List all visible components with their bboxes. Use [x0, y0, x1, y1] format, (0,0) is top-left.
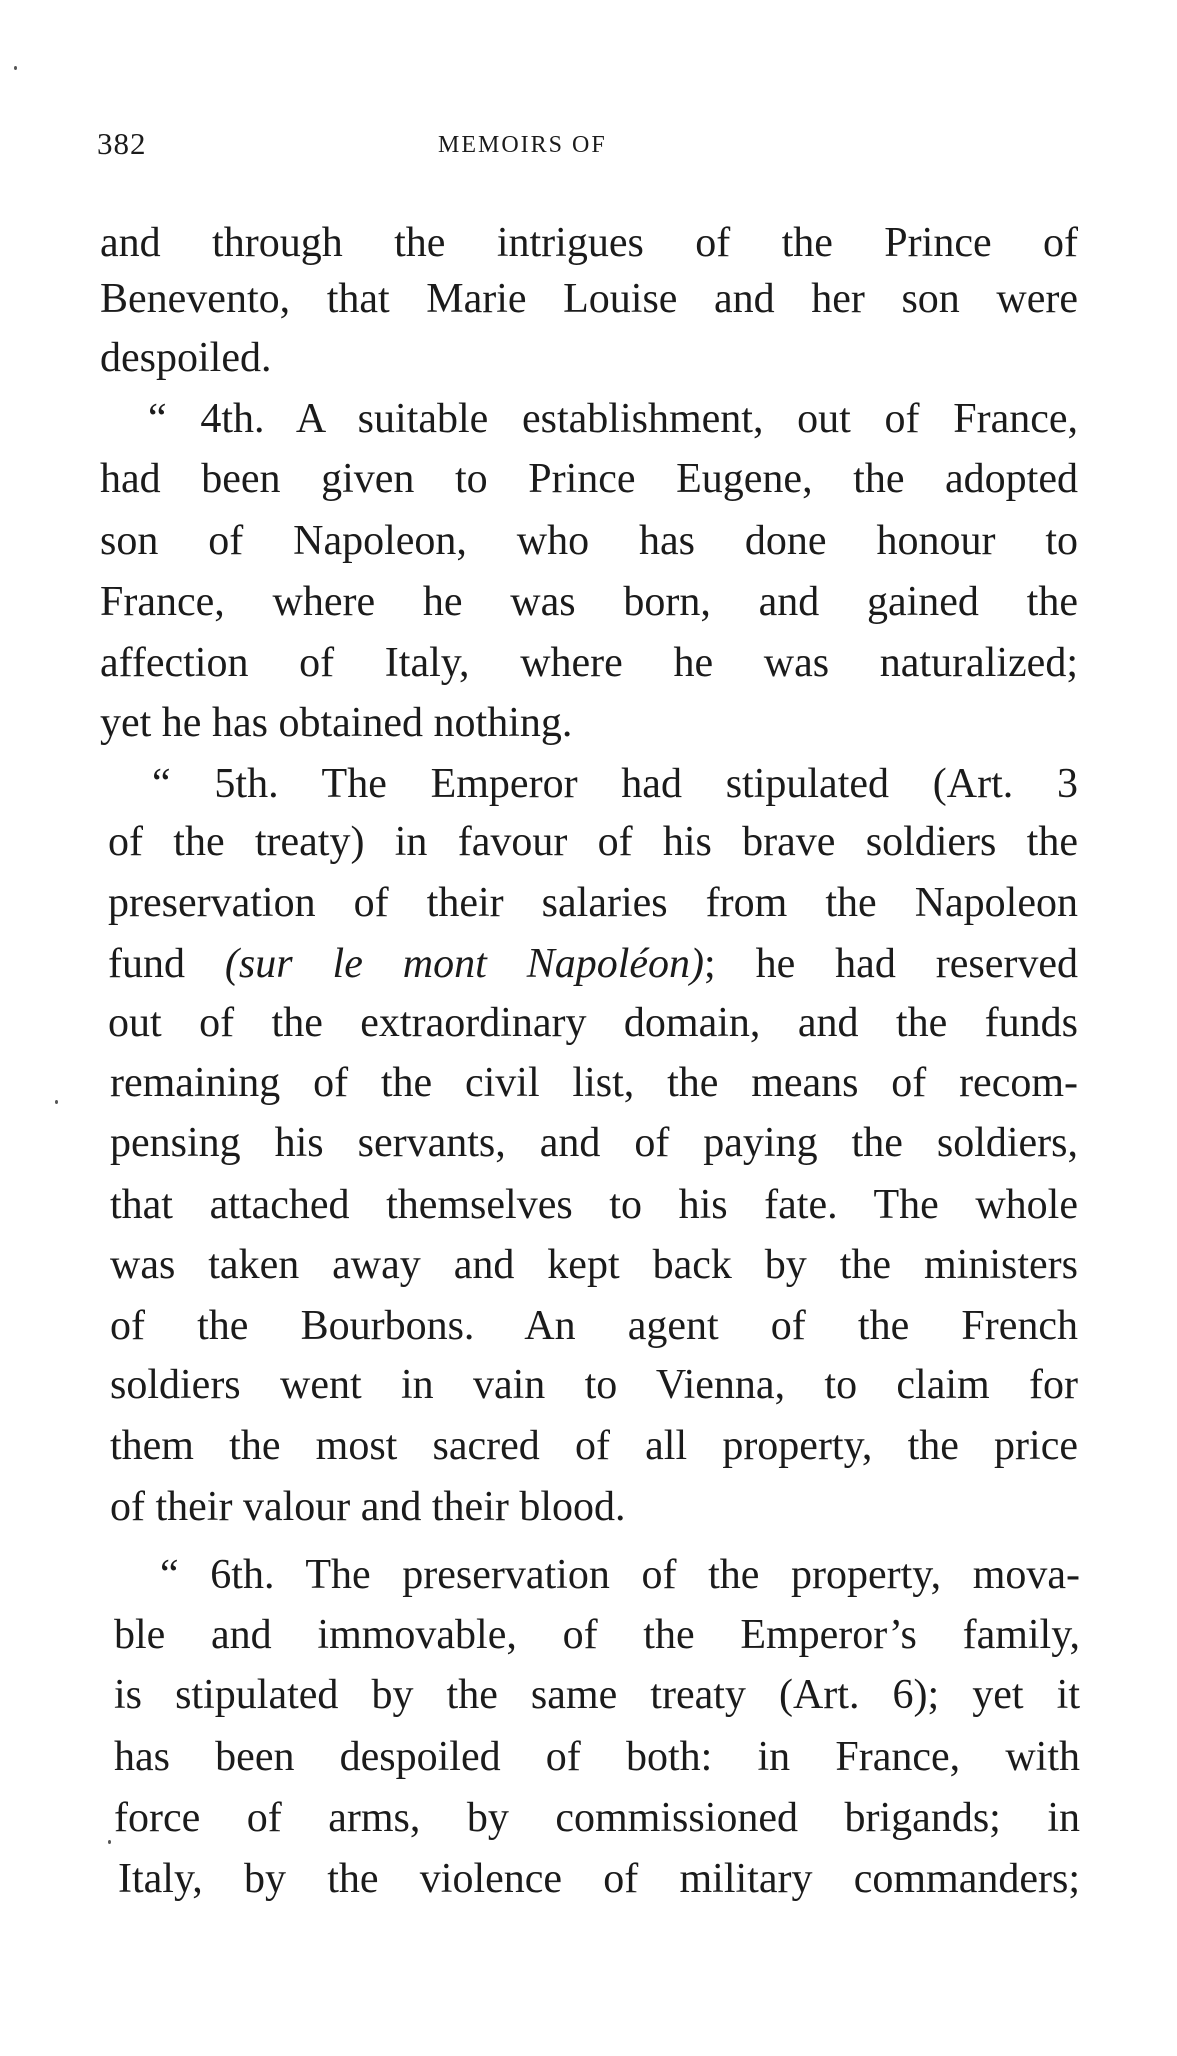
text-line: was taken away and kept back by the ministers: [110, 1242, 1078, 1288]
text-line: affection of Italy, where he was naturalized;: [100, 640, 1078, 686]
paper-speck: [55, 1100, 58, 1104]
text-line: ble and immovable, of the Emperor’s family,: [114, 1612, 1080, 1658]
text-line: them the most sacred of all property, the price: [110, 1423, 1078, 1469]
paper-speck: [14, 66, 17, 70]
page-number: 382: [97, 126, 147, 161]
text-line: of the Bourbons. An agent of the French: [110, 1303, 1078, 1349]
text-line: yet he has obtained nothing.: [100, 700, 573, 746]
text-line: despoiled.: [100, 335, 272, 381]
text-line: has been despoiled of both: in France, with: [114, 1734, 1080, 1780]
text-segment: fund: [108, 941, 225, 987]
text-line: pensing his servants, and of paying the soldiers,: [110, 1120, 1078, 1166]
text-line: [108, 939, 1078, 991]
text-line: son of Napoleon, who has done honour to: [100, 518, 1078, 564]
text-line: is stipulated by the same treaty (Art. 6); yet it: [114, 1672, 1080, 1718]
italic-text: (sur le mont Napoléon): [224, 941, 705, 987]
text-line: soldiers went in vain to Vienna, to claim for: [110, 1362, 1078, 1408]
paper-speck: [108, 1840, 111, 1844]
text-line: had been given to Prince Eugene, the adopted: [100, 456, 1078, 502]
text-segment: ; he had reserved: [704, 941, 1078, 987]
text-line: of their valour and their blood.: [110, 1484, 626, 1530]
text-line: that attached themselves to his fate. The whole: [110, 1182, 1078, 1228]
text-line: of the treaty) in favour of his brave soldiers the: [108, 819, 1078, 865]
text-line: “ 6th. The preservation of the property, mova-: [160, 1552, 1080, 1598]
text-line: preservation of their salaries from the Napoleon: [108, 880, 1078, 926]
text-line: “ 4th. A suitable establishment, out of France,: [148, 396, 1078, 442]
text-line: force of arms, by commissioned brigands; in: [114, 1795, 1080, 1841]
text-line: out of the extraordinary domain, and the funds: [108, 1000, 1078, 1046]
page-header: [0, 126, 1177, 166]
running-head: MEMOIRS OF: [438, 132, 607, 158]
text-line: remaining of the civil list, the means of recom-: [110, 1060, 1078, 1106]
text-line: Benevento, that Marie Louise and her son were: [100, 276, 1078, 322]
text-line: Italy, by the violence of military commanders;: [118, 1856, 1080, 1902]
text-line: “ 5th. The Emperor had stipulated (Art. 3: [152, 761, 1078, 807]
text-line: and through the intrigues of the Prince of: [100, 220, 1078, 266]
text-line: France, where he was born, and gained the: [100, 579, 1078, 625]
